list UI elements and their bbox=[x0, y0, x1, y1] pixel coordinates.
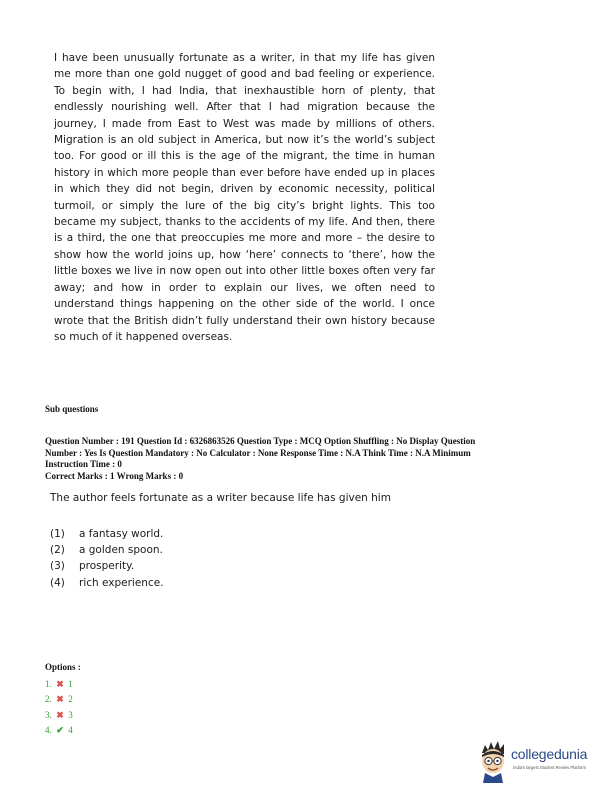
option-1 bbox=[45, 677, 73, 692]
metadata-line: Instruction Time : 0 bbox=[45, 459, 122, 469]
option-4 bbox=[45, 723, 73, 738]
choice-number: (3) bbox=[50, 560, 65, 573]
choice-text: a golden spoon. bbox=[79, 544, 163, 557]
option-2 bbox=[45, 692, 73, 707]
option-value: 3 bbox=[68, 709, 73, 720]
cross-icon: ✖ bbox=[56, 694, 64, 705]
mascot-icon bbox=[477, 739, 509, 783]
sub-questions-heading: Sub questions bbox=[45, 404, 99, 414]
choice-4 bbox=[50, 575, 164, 591]
check-icon: ✔ bbox=[56, 724, 64, 735]
choice-text: rich experience. bbox=[79, 576, 164, 589]
choice-number: (2) bbox=[50, 544, 65, 557]
option-value: 2 bbox=[68, 694, 73, 705]
options-heading: Options : bbox=[45, 662, 81, 672]
question-text: The author feels fortunate as a writer because life has given him bbox=[50, 492, 391, 504]
choice-2 bbox=[50, 542, 164, 558]
choice-1 bbox=[50, 526, 164, 542]
choice-3 bbox=[50, 558, 164, 574]
collegedunia-logo bbox=[477, 739, 607, 785]
option-label: 4. bbox=[45, 724, 52, 735]
metadata-line: Number : Yes Is Question Mandatory : No Calculator : None Response Time : N.A Think Time : N.A Minimum bbox=[45, 447, 471, 458]
option-value: 4 bbox=[68, 724, 73, 735]
option-3 bbox=[45, 708, 73, 723]
choice-number: (1) bbox=[50, 528, 65, 540]
logo-tagline: India's largest Student Review Platform bbox=[513, 765, 586, 770]
choice-text: prosperity. bbox=[79, 560, 135, 573]
choice-number: (4) bbox=[50, 576, 65, 589]
option-value: 1 bbox=[68, 679, 73, 689]
option-label: 1. bbox=[45, 679, 52, 689]
choice-text: a fantasy world. bbox=[79, 528, 164, 540]
passage-text: I have been unusually fortunate as a writer, in that my life has given me more than one gold nugget of good and bad feeling or experience. To begin with, I had India, that inexhaustible horn of plenty, that endlessly nourishing well. After that I had migration because the journey, I made from East to West was made by millions of others. Migration is an old subject in America, but now it’s the world’s subject too. For good or ill this is the age of the migrant, the time in human history in which more people than ever before have ended up in places in which they did not begin, driven by economic necessity, political turmoil, or simply the lure of the big city’s bright lights. This too became my subject, thanks to the accidents of my life. And then, there is a third, the one that preoccupies me more and more – the desire to show how the world joins up, how ‘here’ connects to ‘there’, how the little boxes we live in now open out into other little boxes often very far away; and how in order to explain our lives, we often need to understand things happening on the other side of the world. I once wrote that the British didn’t fully understand their own history because so much of it happened overseas. bbox=[54, 52, 435, 343]
cross-icon: ✖ bbox=[56, 679, 64, 689]
cross-icon: ✖ bbox=[56, 709, 64, 720]
option-label: 2. bbox=[45, 694, 52, 705]
answer-choices bbox=[50, 526, 164, 591]
options-list bbox=[45, 677, 73, 738]
question-metadata bbox=[45, 436, 565, 482]
logo-wordmark: collegedunia bbox=[511, 746, 588, 762]
metadata-line: Correct Marks : 1 Wrong Marks : 0 bbox=[45, 470, 184, 481]
metadata-line: Question Number : 191 Question Id : 6326863526 Question Type : MCQ Option Shuffling : No Display Question bbox=[45, 436, 476, 446]
option-label: 3. bbox=[45, 709, 52, 720]
